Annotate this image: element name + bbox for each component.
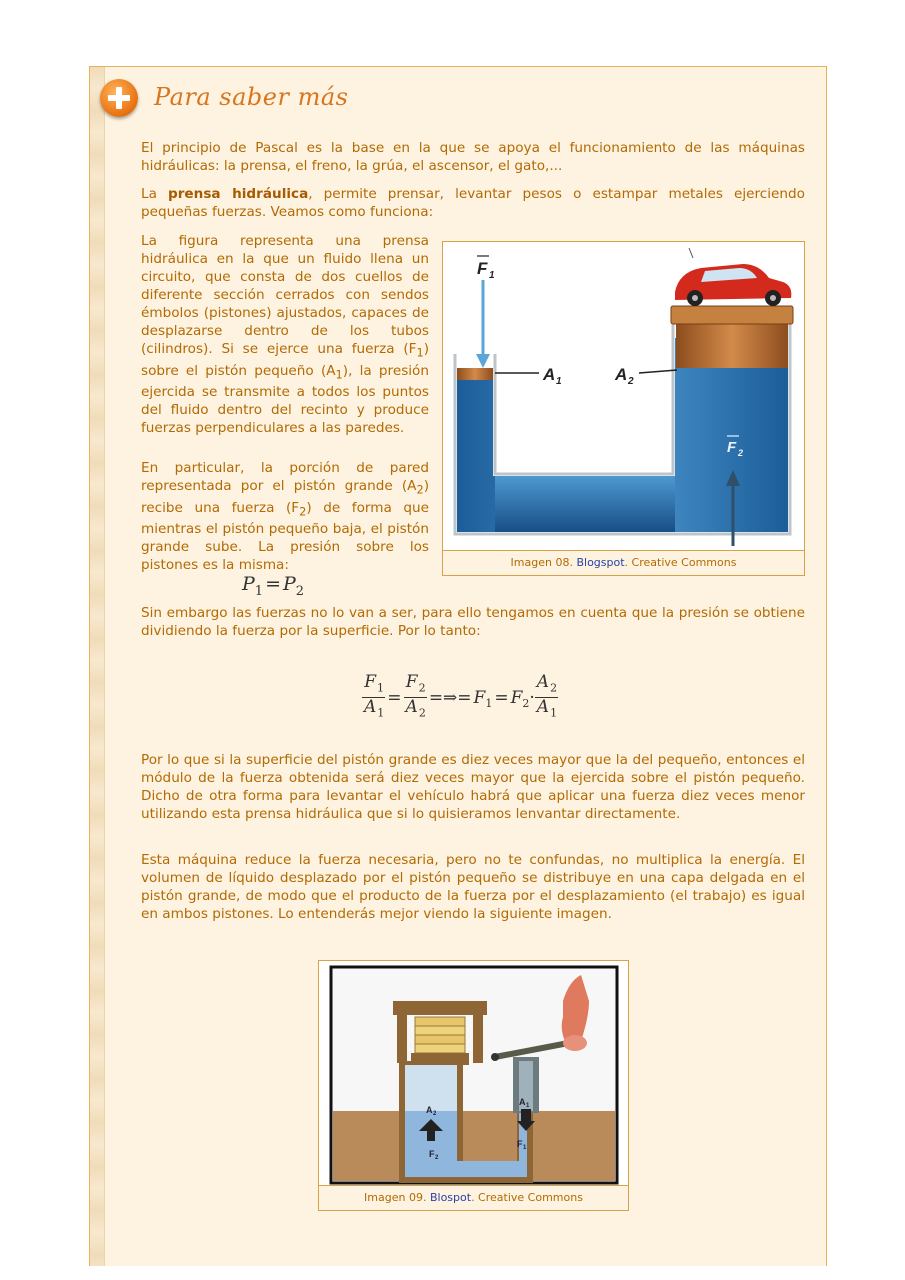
svg-text:2: 2: [433, 1111, 437, 1117]
hydraulic-press-diagram: [443, 242, 804, 550]
label-f2: F: [727, 439, 737, 456]
section-header: [100, 75, 500, 123]
paragraph-ten-times: Por lo que si la superficie del pistón grande es diez veces mayor que la del pequeño, entonces el módulo de la fuerza obtenida será diez veces mayor que la ejercida sobre el pistón pequeño. Dicho de otra forma para levantar el vehículo habrá que aplicar una fuerza diez veces menor utilizando esta prensa hidráulica que si lo quisieramos lenvantar directamente.: [141, 752, 805, 822]
label-a1-fig2: A: [519, 1097, 526, 1107]
decorative-strip: [90, 67, 105, 1266]
section-title: Para saber más: [154, 83, 349, 111]
label-f1: F: [477, 259, 488, 278]
svg-text:2: 2: [738, 448, 744, 458]
paragraph-energy: Esta máquina reduce la fuerza necesaria, pero no te confundas, no multiplica la energía. El volumen de líquido desplazado por el pistón pequeño se distribuye en una capa delgada en el pistón grande, de modo que el producto de la fuerza por el desplazamiento (el trabajo) es igual en ambos pistones. Lo entenderás mejor viendo la siguiente imagen.: [141, 852, 805, 922]
figure1-caption-link[interactable]: Blogspot: [576, 556, 625, 569]
equation-forces: $\frac{F_1}{A_1}$ = $\frac{F_2}{A_2}$ =⇒= $F_1 = F_2\cdot$ $\frac{A_2}{A_1}$: [364, 672, 558, 720]
plus-icon: [100, 79, 138, 117]
figure-hydraulic-press: [442, 241, 805, 576]
paragraph-figure-description: La figura representa una prensa hidráulica en la que un fluido llena un circuito, que consta de dos cuellos de diferente sección cerrados con sendos émbolos (pistones) ajustados, capaces de desplazarse dentro de los tubos (cilindros). Si se ejerce una fuerza $(F_1)$ sobre el pistón pequeño $(A_1)$, la presión ejercida se transmite a todos los puntos del fluido dentro del recinto y produce fuerzas perpendiculares a las paredes.: [141, 233, 429, 437]
label-a1: A: [543, 365, 556, 384]
svg-text:2: 2: [628, 376, 634, 387]
figure1-caption: Imagen 08. Blogspot. Creative Commons: [443, 550, 804, 575]
paragraph-forces: Sin embargo las fuerzas no lo van a ser, para ello tengamos en cuenta que la presión se obtiene dividiendo la fuerza por la superficie. Por lo tanto:: [141, 605, 805, 639]
figure2-caption: Imagen 09. Blospot. Creative Commons: [319, 1185, 628, 1210]
bold-term: prensa hidráulica: [167, 186, 309, 202]
figure2-caption-link[interactable]: Blospot: [429, 1191, 472, 1204]
equation-pressure: $P_1 = P_2$: [242, 573, 305, 599]
figure-hand-press: [318, 960, 629, 1211]
paragraph-particular: En particular, la porción de pared representada por el pistón grande $(A_2)$ recibe una fuerza $(F_2)$ de forma que mientras el pistón pequeño baja, el pistón grande sube. La presión sobre los pistones es la misma:: [141, 460, 429, 574]
svg-text:1: 1: [489, 270, 495, 281]
paragraph-press: La prensa hidráulica, permite prensar, levantar pesos o estampar metales ejerciendo pequeñas fuerzas. Veamos como funciona:: [141, 186, 805, 220]
hand-press-diagram: [319, 961, 628, 1187]
label-f2-fig2: F: [429, 1149, 435, 1159]
svg-text:1: 1: [523, 1145, 527, 1151]
label-f1-fig2: F: [517, 1139, 523, 1149]
svg-text:1: 1: [556, 376, 562, 387]
svg-text:2: 2: [435, 1155, 439, 1161]
paragraph-intro: El principio de Pascal es la base en la que se apoya el funcionamiento de las máquinas hidráulicas: la prensa, el freno, la grúa, el ascensor, el gato,...: [141, 140, 805, 174]
info-box: [89, 66, 827, 1266]
svg-text:1: 1: [526, 1103, 530, 1109]
label-a2-fig2: A: [426, 1105, 433, 1115]
label-a2: A: [615, 365, 628, 384]
